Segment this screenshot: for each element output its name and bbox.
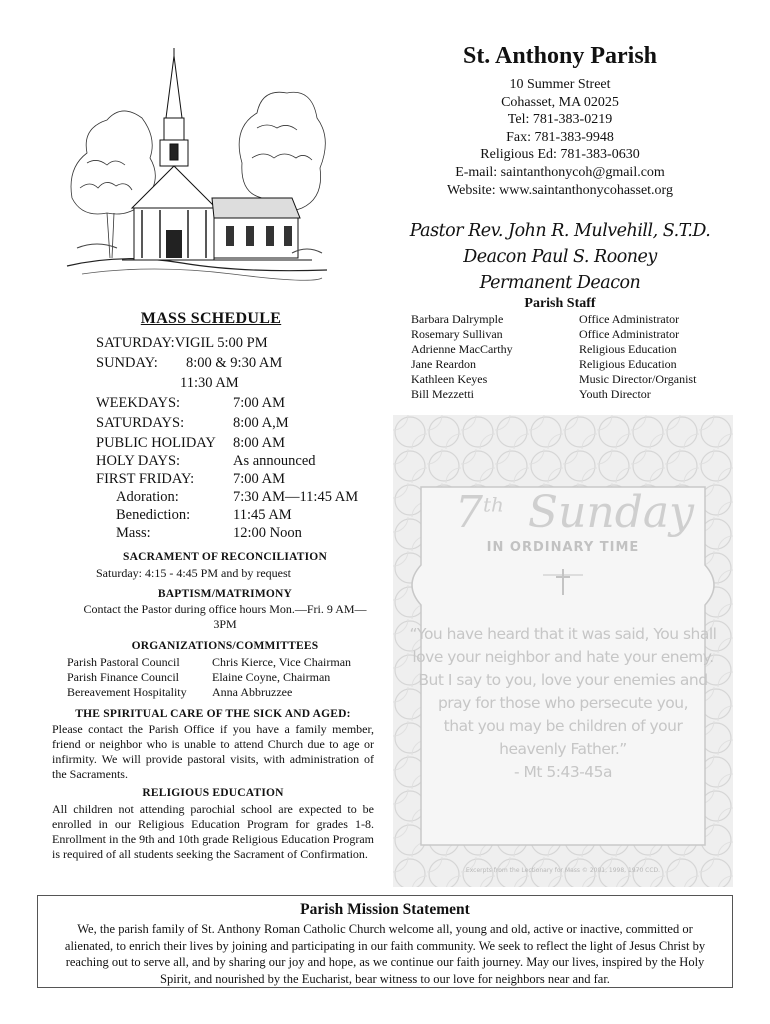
staff-title: Parish Staff	[524, 296, 596, 311]
staff-row	[411, 357, 731, 372]
schedule-label: HOLY DAYS:	[96, 453, 181, 469]
mission-text: We, the parish family of St. Anthony Roman Catholic Church welcome all, young and old, active or inactive, committed or alienated, to enrich their lives by joining and participating in our faith community. We seek to reflect the light of Jesus Christ by reaching out to serve all, and by sharing our joy and hope, as we continue our faith journey. May our lives, inspired by the Holy Spirit, and nourished by the Eucharist, bear witness to our love for neighbors near and far.	[64, 922, 706, 986]
organization-contact: Elaine Coyne, Chairman	[212, 670, 331, 684]
schedule-label: PUBLIC HOLIDAY	[96, 435, 216, 451]
seventh-sunday-graphic	[393, 415, 733, 887]
organization-contact: Chris Kierce, Vice Chairman	[212, 655, 352, 669]
mission-title: Parish Mission Statement	[300, 901, 470, 918]
deacon-name: Deacon Paul S. Rooney	[463, 247, 657, 267]
sunday-late-time: 11:30 AM	[180, 375, 239, 391]
quote-line: “You have heard that it was said, You shall	[409, 625, 717, 643]
ordinary-time-subtitle: IN ORDINARY TIME	[486, 540, 640, 555]
schedule-value: 7:00 AM	[233, 471, 285, 487]
schedule-value: 7:00 AM	[233, 395, 285, 411]
quote-line: that you may be children of your	[443, 717, 683, 735]
cross-icon	[553, 567, 573, 597]
sunday-ordinal-suffix: th	[483, 492, 504, 517]
baptism-text: Contact the Pastor during office hours Mon.—Fri. 9 AM—	[83, 602, 367, 616]
reconciliation-title: SACRAMENT OF RECONCILIATION	[123, 551, 327, 563]
schedule-label: Mass:	[116, 525, 151, 541]
sunday-times: 8:00 & 9:30 AM	[186, 355, 283, 371]
sick-care-text: Please contact the Parish Office if you have a family member, friend or neighbor who is unable to attend Church due to age or infirmity. We will provide pastoral visits, with administration of the Sacraments.	[52, 722, 374, 781]
address-city: Cohasset, MA 02025	[501, 94, 619, 110]
website: Website: www.saintanthonycohasset.org	[447, 182, 673, 198]
staff-name: Rosemary Sullivan	[411, 327, 503, 341]
mission-statement-box	[37, 895, 733, 988]
schedule-label: SATURDAYS:	[96, 415, 185, 431]
scripture-quote	[399, 623, 727, 784]
schedule-label: WEEKDAYS:	[96, 395, 181, 411]
sick-care-title: THE SPIRITUAL CARE OF THE SICK AND AGED:	[75, 708, 351, 720]
staff-name: Jane Reardon	[411, 357, 476, 371]
schedule-label: Benediction:	[116, 507, 191, 523]
parish-header	[400, 42, 720, 199]
saturday-vigil: SATURDAY:VIGIL 5:00 PM	[96, 335, 268, 351]
clergy-block	[400, 218, 720, 296]
staff-row	[411, 342, 731, 357]
staff-name: Bill Mezzetti	[411, 387, 474, 401]
pastor-name: Pastor Rev. John R. Mulvehill, S.T.D.	[409, 221, 711, 241]
deacon-title: Permanent Deacon	[479, 273, 641, 293]
mass-schedule-title: MASS SCHEDULE	[140, 310, 282, 327]
church-illustration	[62, 48, 332, 283]
baptism-title: BAPTISM/MATRIMONY	[157, 588, 293, 600]
schedule-label: FIRST FRIDAY:	[96, 471, 195, 487]
sunday-ordinal: 7	[455, 487, 483, 538]
quote-line: heavenly Father.”	[499, 740, 627, 758]
schedule-value: As announced	[233, 453, 316, 469]
staff-role: Office Administrator	[579, 327, 680, 341]
sunday-word: Sunday	[527, 487, 694, 538]
staff-role: Youth Director	[579, 387, 651, 401]
sunday-label: SUNDAY:	[96, 355, 158, 371]
telephone: Tel: 781-383-0219	[507, 112, 613, 128]
organization-name: Parish Pastoral Council	[67, 655, 180, 669]
schedule-value: 8:00 A,M	[233, 415, 289, 431]
schedule-value: 7:30 AM—11:45 AM	[233, 489, 359, 505]
staff-row	[411, 372, 731, 387]
address-street: 10 Summer Street	[509, 77, 611, 92]
staff-name: Barbara Dalrymple	[411, 312, 504, 326]
fax: Fax: 781-383-9948	[506, 129, 614, 145]
quote-line: pray for those who persecute you,	[437, 694, 689, 712]
quote-line: love your neighbor and hate your enemy.	[412, 648, 714, 666]
staff-row	[411, 312, 731, 327]
staff-name: Kathleen Keyes	[411, 372, 488, 386]
staff-name: Adrienne MacCarthy	[411, 342, 513, 356]
staff-role: Office Administrator	[579, 312, 680, 326]
staff-role: Music Director/Organist	[579, 372, 697, 386]
religious-ed-text: All children not attending parochial school are expected to be enrolled in our Religious Education Program for grades 1-8. Enrollment in the 9th and 10th grade Religious Education Program is required of all students seeking the Sacrament of Confirmation.	[52, 802, 374, 861]
baptism-text-cont: 3PM	[213, 617, 237, 631]
schedule-value: 8:00 AM	[233, 435, 285, 451]
organization-name: Bereavement Hospitality	[67, 685, 187, 699]
email: E-mail: saintanthonycoh@gmail.com	[455, 164, 665, 180]
lectionary-credit: Excerpts from the Lectionary for Mass © 2001, 1998, 1970 CCD.	[465, 867, 661, 874]
staff-role: Religious Education	[579, 357, 677, 371]
staff-row	[411, 387, 731, 402]
reconciliation-text: Saturday: 4:15 - 4:45 PM and by request	[96, 566, 291, 580]
staff-table	[411, 312, 731, 402]
religious-ed-phone: Religious Ed: 781-383-0630	[480, 147, 640, 163]
schedule-value: 11:45 AM	[233, 507, 292, 523]
staff-row	[411, 327, 731, 342]
parish-name: St. Anthony Parish	[462, 43, 658, 69]
schedule-value: 12:00 Noon	[233, 525, 302, 541]
religious-ed-title: RELIGIOUS EDUCATION	[142, 787, 284, 799]
quote-line: But I say to you, love your enemies and	[418, 671, 708, 689]
quote-citation: - Mt 5:43-45a	[513, 763, 613, 781]
staff-role: Religious Education	[579, 342, 677, 356]
schedule-label: Adoration:	[116, 489, 179, 505]
organization-contact: Anna Abbruzzee	[212, 685, 293, 699]
organizations-title: ORGANIZATIONS/COMMITTEES	[131, 640, 319, 652]
organization-name: Parish Finance Council	[67, 670, 179, 684]
